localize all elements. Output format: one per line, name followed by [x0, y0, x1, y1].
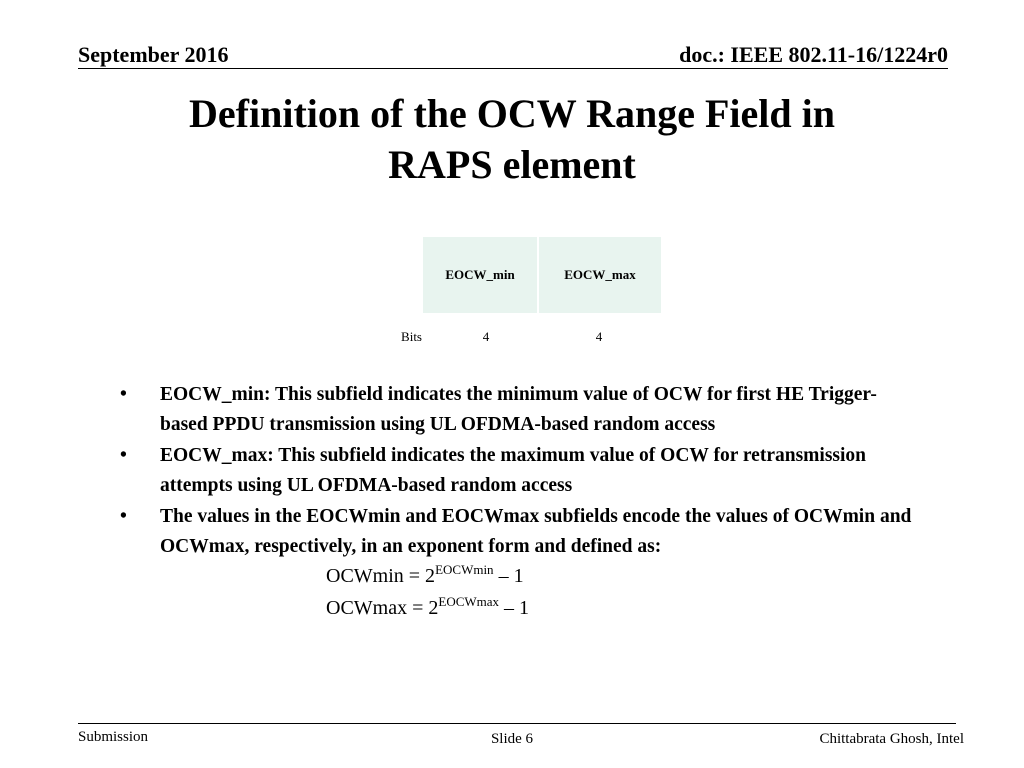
footer-slide-number: Slide 6 — [490, 731, 534, 747]
bullet-item-eocw-max — [118, 441, 918, 501]
formula-lhs: OCWmin = 2 — [326, 565, 436, 587]
header-doc-id: doc.: IEEE 802.11-16/1224r0 — [679, 42, 948, 67]
slide-title-line-1: Definition of the OCW Range Field in — [189, 91, 835, 136]
field-eocw-min-label: EOCW_min — [445, 267, 515, 282]
footer-submission: Submission — [78, 729, 149, 745]
bullet-text: The values in the EOCWmin and EOCWmax subfields encode the values of OCWmin and OCWmax, respectively, in an exponent form and defined as: — [160, 506, 912, 557]
formula-lhs: OCWmax = 2 — [326, 597, 439, 619]
footer-author: Chittabrata Ghosh, Intel — [819, 731, 964, 747]
bits-eocw-min: 4 — [482, 329, 490, 344]
header-date: September 2016 — [78, 42, 229, 67]
bullet-item-eocw-min — [118, 380, 918, 440]
formula-exponent: EOCWmin — [435, 562, 494, 577]
formula-rhs: – 1 — [499, 597, 530, 619]
bits-label: Bits — [401, 329, 422, 344]
bits-eocw-max: 4 — [595, 329, 603, 344]
field-eocw-min — [423, 237, 537, 313]
bullet-marker: • — [120, 384, 127, 405]
bullet-item-encoding — [118, 502, 918, 562]
formula-rhs: – 1 — [493, 565, 524, 587]
slide-title — [112, 88, 912, 190]
bullet-text: EOCW_min: This subfield indicates the minimum value of OCW for first HE Trigger-based PPDU transmission using UL OFDMA-based random access — [160, 384, 877, 435]
formula-ocwmax — [326, 593, 529, 623]
bullet-list — [118, 380, 918, 563]
field-eocw-max-label: EOCW_max — [564, 267, 636, 282]
formula-exponent: EOCWmax — [438, 594, 500, 609]
footer-divider — [78, 723, 956, 724]
slide-title-line-2: RAPS element — [388, 142, 636, 187]
header-divider — [78, 68, 948, 69]
formula-ocwmin — [326, 561, 524, 591]
bullet-marker: • — [120, 506, 127, 527]
bullet-marker: • — [120, 445, 127, 466]
field-eocw-max — [539, 237, 661, 313]
bullet-text: EOCW_max: This subfield indicates the maximum value of OCW for retransmission attempts using UL OFDMA-based random access — [160, 445, 867, 496]
